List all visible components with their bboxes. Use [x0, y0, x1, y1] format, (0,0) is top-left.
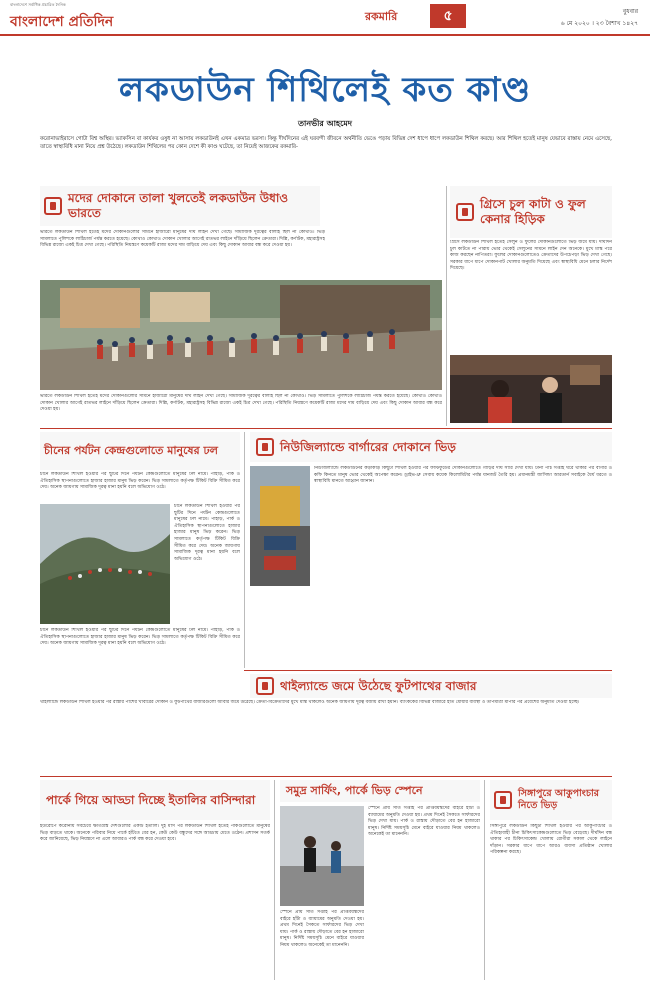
article-body-newzealand: নিউজিল্যান্ডে লকডাউনের কড়াকড়ি কিছুটা শিথিল হওয়ার পর ফাস্টফুডের দোকানগুলোতে গাড়ির দীর্ঘ সারি দেখা যায়। টানা পাঁচ সপ্তাহ ঘরে থাকার পর বার্গার ও কফি কিনতে মানুষ ভোর থেকেই অপেক্ষা করেন। ড্রাইভ-থ্রু সেবায় কয়েক কিলোমিটার পর্যন্ত যানজট তৈরি হয়। প্রধানমন্ত্রী জাসিন্ডা আরডার্ন সবাইকে ধৈর্য ধরতে ও স্বাস্থ্যবিধি মানতে আহ্বান জানান। [314, 466, 612, 485]
lock-icon [44, 197, 62, 215]
india-liquor-queue-photo [40, 280, 442, 390]
column-divider [274, 780, 275, 980]
page-number: ৫ [430, 4, 466, 28]
section-title-india: মদের দোকানে তালা খুলতেই লকডাউন উধাও ভারতে [68, 191, 289, 220]
china-tourist-crowd-photo [40, 504, 170, 624]
section-divider [244, 670, 612, 671]
article-body-thailand: থাইল্যান্ডে লকডাউন শিথিল হওয়ার পর রাস্তার পাশের খাবারের দোকান ও ফুটপাথের বাজারগুলো আবার জমে উঠেছে। ক্রেতা-বিক্রেতাদের মুখে মাস্ক থাকলেও অনেক জায়গায় দূরত্ব বজায় রাখা হয়নি। ব্যাংককের বিভিন্ন বাজারে হাত ধোয়ার ব্যবস্থা ও তাপমাত্রা মাপার পর প্রবেশের অনুমতি দেওয়া হচ্ছে। [40, 700, 580, 705]
section-title-china: চীনের পর্যটন কেন্দ্রগুলোতে মানুষের ঢল [44, 444, 218, 458]
section-header-india [40, 186, 320, 226]
section-header-china [40, 432, 240, 470]
masthead [0, 0, 650, 36]
article-body-spain-bottom: স্পেনে প্রায় সাত সপ্তাহ পর প্রাপ্তবয়স্কদের বাইরে হাঁটা ও ব্যায়ামের অনুমতি দেওয়া হয়। প্রথম দিনেই সৈকতে সার্ফারদের ভিড় দেখা যায়। পার্ক ও রাস্তায় দৌড়াতে বের হন হাজারো মানুষ। নির্দিষ্ট সময়সূচি মেনে বাইরে যাওয়ার নিয়ম থাকলেও অনেকেই তা মানেননি। [280, 910, 364, 948]
article-body-china-bottom: চীনে লকডাউন শিথিল হওয়ার পর ছুটির দিনে পর্যটন কেন্দ্রগুলোতে মানুষের ঢল নামে। পাহাড়, পার্ক ও ঐতিহাসিক স্থাপনাগুলোতে হাজার হাজার মানুষ ভিড় করেন। ভিড় সামলাতে কর্তৃপক্ষ টিকিট বিক্রি সীমিত করে দেয়। অনেক জায়গায় সামাজিক দূরত্ব মানা হয়নি বলে অভিযোগ ওঠে। [40, 628, 240, 647]
article-body-india-continued: ভারতে লকডাউন শিথিল হতেই মদের দোকানগুলোর সামনে হাজারো মানুষের দীর্ঘ লাইন দেখা গেছে। সামাজিক দূরত্বের বালাই ছিল না কোথাও। ভিড় সামলাতে পুলিশকে লাঠিচার্জ পর্যন্ত করতে হয়েছে। কোথাও কোথাও দোকান খোলার আগেই রাতভর লাইনে দাঁড়িয়ে ছিলেন ক্রেতারা। দিল্লি, কর্ণাটক, মহারাষ্ট্রসহ বিভিন্ন রাজ্যে একই চিত্র দেখা গেছে। পরিস্থিতি নিয়ন্ত্রণে কয়েকটি রাজ্য মদের দাম বাড়িয়ে দেয় এবং কিছু দোকান আবার বন্ধ করে দেওয়া হয়। [40, 394, 442, 413]
article-body-spain: স্পেনে প্রায় সাত সপ্তাহ পর প্রাপ্তবয়স্কদের বাইরে হাঁটা ও ব্যায়ামের অনুমতি দেওয়া হয়। প্রথম দিনেই সৈকতে সার্ফারদের ভিড় দেখা যায়। পার্ক ও রাস্তায় দৌড়াতে বের হন হাজারো মানুষ। নির্দিষ্ট সময়সূচি মেনে বাইরে যাওয়ার নিয়ম থাকলেও অনেকেই তা মানেননি। [368, 806, 480, 838]
issue-date: ৬ মে ২০২০ । ২৩ বৈশাখ ১৪২৭ [560, 20, 638, 27]
section-header-italy [40, 780, 270, 820]
lock-icon [494, 791, 512, 809]
article-body-china: চীনে লকডাউন শিথিল হওয়ার পর ছুটির দিনে পর্যটন কেন্দ্রগুলোতে মানুষের ঢল নামে। পাহাড়, পার্ক ও ঐতিহাসিক স্থাপনাগুলোতে হাজার হাজার মানুষ ভিড় করেন। ভিড় সামলাতে কর্তৃপক্ষ টিকিট বিক্রি সীমিত করে দেয়। অনেক জায়গায় সামাজিক দূরত্ব মানা হয়নি বলে অভিযোগ ওঠে। [40, 472, 240, 491]
article-body-china-side: চীনে লকডাউন শিথিল হওয়ার পর ছুটির দিনে পর্যটন কেন্দ্রগুলোতে মানুষের ঢল নামে। পাহাড়, পার্ক ও ঐতিহাসিক স্থাপনাগুলোতে হাজার হাজার মানুষ ভিড় করেন। ভিড় সামলাতে কর্তৃপক্ষ টিকিট বিক্রি সীমিত করে দেয়। অনেক জায়গায় সামাজিক দূরত্ব মানা হয়নি বলে অভিযোগ ওঠে। [174, 504, 240, 562]
article-body-india: ভারতে লকডাউন শিথিল হতেই মদের দোকানগুলোর সামনে হাজারো মানুষের দীর্ঘ লাইন দেখা গেছে। সামাজিক দূরত্বের বালাই ছিল না কোথাও। ভিড় সামলাতে পুলিশকে লাঠিচার্জ পর্যন্ত করতে হয়েছে। কোথাও কোথাও দোকান খোলার আগেই রাতভর লাইনে দাঁড়িয়ে ছিলেন ক্রেতারা। দিল্লি, কর্ণাটক, মহারাষ্ট্রসহ বিভিন্ন রাজ্যে একই চিত্র দেখা গেছে। পরিস্থিতি নিয়ন্ত্রণে কয়েকটি রাজ্য মদের দাম বাড়িয়ে দেয় এবং কিছু দোকান আবার বন্ধ করে দেওয়া হয়। [40, 230, 325, 249]
section-header-spain [280, 780, 480, 802]
section-title-spain: সমুদ্র সার্ফিং, পার্কে ভিড় স্পেনে [286, 784, 423, 798]
section-header-singapore [490, 780, 612, 820]
page-headline: লকডাউন শিথিলেই কত কাণ্ড [118, 70, 532, 110]
lock-icon [256, 677, 274, 695]
newspaper-logo: বাংলাদেশ প্রতিদিন [10, 14, 114, 30]
column-divider [484, 780, 485, 980]
scissors-icon [456, 203, 474, 221]
section-header-thailand [250, 674, 612, 698]
newzealand-burger-queue-photo [250, 466, 310, 586]
section-title-italy: পার্কে গিয়ে আড্ডা দিচ্ছে ইতালির বাসিন্দারা [46, 792, 256, 807]
spain-street-photo [280, 806, 364, 906]
weekday: বুধবার [622, 8, 638, 15]
article-body-greece: গ্রিসে লকডাউন শিথিল হতেই সেলুন ও ফুলের দোকানগুলোতে ভিড় জমে যায়। দীর্ঘদিন চুল কাটতে না পারায় ভোর থেকেই সেলুনের সামনে লাইন দেন অনেকে। মুখে মাস্ক পরে কাজ করছেন নাপিতরা। ফুলের দোকানগুলোতেও ক্রেতাদের উপচেপড়া ভিড় দেখা গেছে। সরকার ধাপে ধাপে দোকানপাট খোলার অনুমতি দিয়েছে এবং স্বাস্থ্যবিধি মেনে চলার নির্দেশ দিয়েছে। [450, 240, 612, 272]
section-title-greece: গ্রিসে চুল কাটা ও ফুল কেনার হিড়িক [480, 197, 586, 226]
article-body-singapore: সিঙ্গাপুরে লকডাউন কিছুটা শিথিল হওয়ার পর আকুপাংচার ও ঐতিহ্যবাহী চীনা চিকিৎসাকেন্দ্রগুলোতে ভিড় বেড়েছে। দীর্ঘদিন বন্ধ থাকার পর চিকিৎসাকেন্দ্র খোলায় রোগীরা সকাল থেকে লাইনে দাঁড়ান। সরকার ধাপে ধাপে আরও ব্যবসা প্রতিষ্ঠান খোলার পরিকল্পনা করছে। [490, 824, 612, 856]
logo-tagline: বাংলাদেশে সর্বাধিক প্রচারিত দৈনিক [10, 2, 66, 7]
section-divider [40, 428, 612, 429]
lead-paragraph: করোনাভাইরাসে গোটা বিশ্ব অস্থির। ভ্যাকসিন বা কার্যকর ওষুধ না আসায় লকডাউনই এখন একমাত্র ভরসা। কিন্তু দীর্ঘদিনের এই ঘরবন্দী জীবনে অর্থনীতি ভেঙে পড়ায় বিভিন্ন দেশ ধাপে ধাপে লকডাউন শিথিল করছে। আর শিথিল হতেই মানুষ যেভাবে রাস্তায় নেমে এসেছে, তাতে স্বাস্থ্যবিধি মানা নিয়ে প্রশ্ন উঠেছে। লকডাউন শিথিলের পর কোন দেশে কী কাণ্ড ঘটেছে, তা নিয়েই আজকের রকমারি- [40, 136, 612, 150]
column-divider [244, 432, 245, 668]
section-title-singapore: সিঙ্গাপুরে আকুপাংচার নিতে ভিড় [518, 788, 599, 811]
byline: তানভীর আহমেদ [298, 119, 352, 128]
section-title-thailand: থাইল্যান্ডে জমে উঠেছে ফুটপাথের বাজার [280, 678, 477, 693]
section-title-newzealand: নিউজিল্যান্ডে বার্গারের দোকানে ভিড় [280, 439, 456, 454]
lock-icon [256, 438, 274, 456]
section-header-newzealand [250, 432, 612, 462]
greece-salon-photo [450, 355, 612, 423]
section-divider [40, 776, 612, 777]
section-header-greece [450, 186, 612, 238]
article-body-italy: ইউরোপে করোনায় সবচেয়ে ক্ষতিগ্রস্ত দেশগুলোর একটি ইতালি। দুই মাস পর লকডাউন শিথিল হতেই পার্কগুলোতে মানুষের ভিড় বাড়তে থাকে। অনেকে পরিবার নিয়ে পার্কে হাঁটতে বের হন, কেউ কেউ বন্ধুদের সঙ্গে আড্ডায় মেতে ওঠেন। প্রশাসন সতর্ক করে জানিয়েছে, ভিড় নিয়ন্ত্রণে না এলে আবারও পার্ক বন্ধ করে দেওয়া হবে। [40, 824, 270, 843]
column-divider [446, 186, 447, 426]
section-name: রকমারি [365, 10, 398, 23]
